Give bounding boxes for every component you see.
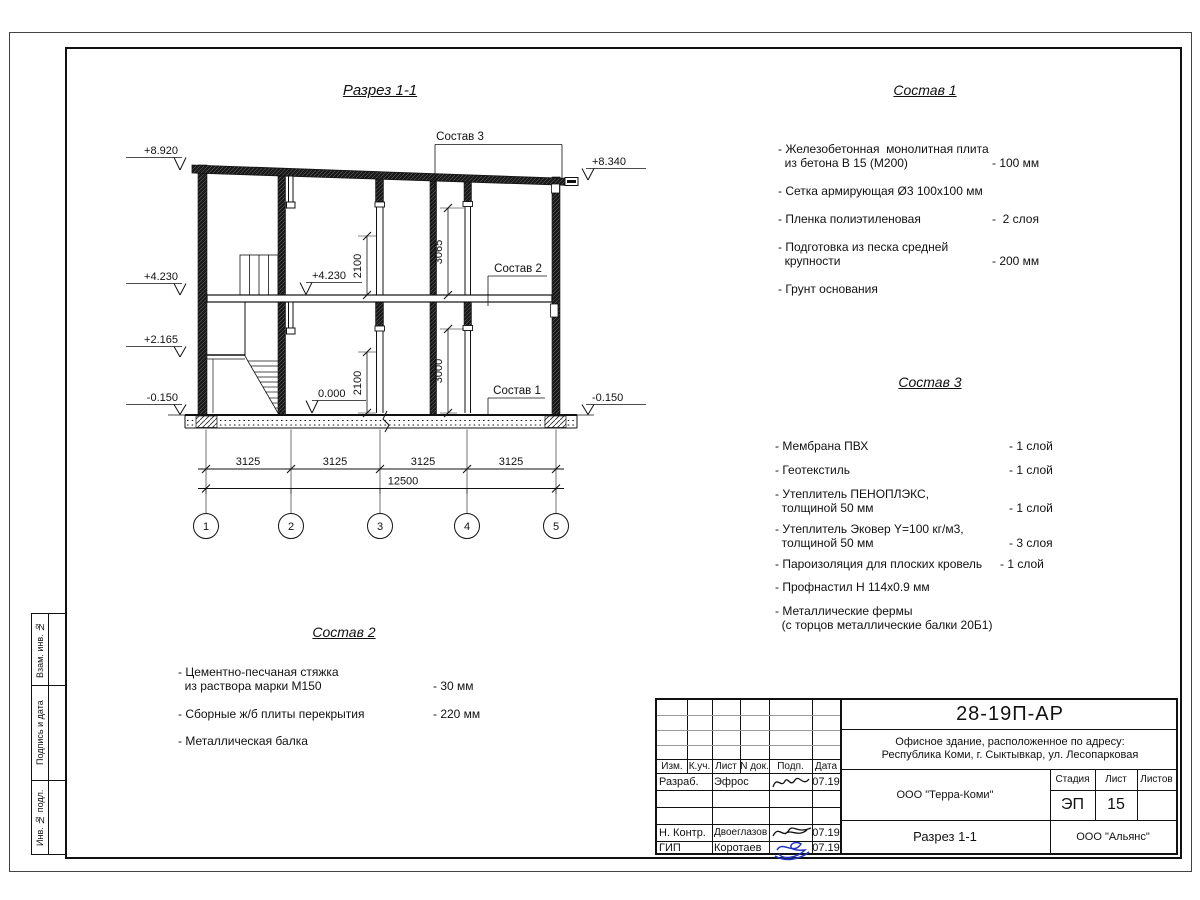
stamp-box-podpis <box>31 685 66 781</box>
stamp-label-vzam: Взам. инв. № <box>35 621 45 678</box>
svg-text:Состав 2: Состав 2 <box>494 263 542 275</box>
tb-org2: ООО "Альянс" <box>1076 830 1150 843</box>
tb-sheet-value: 15 <box>1107 796 1125 813</box>
spec-value: - 1 слой <box>1009 439 1053 453</box>
tb-line <box>712 700 713 853</box>
svg-text:+8.340: +8.340 <box>592 156 626 168</box>
svg-text:12500: 12500 <box>387 475 419 488</box>
spec-item: - Утеплитель ПЕНОПЛЭКС, толщиной 50 мм - 1 слой <box>775 487 1053 515</box>
spec-title-sostav3: Состав 3 <box>898 374 962 390</box>
svg-text:3065: 3065 <box>433 239 445 265</box>
svg-text:3125: 3125 <box>235 456 261 468</box>
spec-item: - Железобетонная монолитная плита из бетона В 15 (М200) - 100 мм <box>778 142 1040 170</box>
spec-list-sostav1 <box>770 82 1080 312</box>
tb-line <box>657 715 840 716</box>
svg-text:Состав 1: Состав 1 <box>493 385 541 397</box>
tb-line <box>657 745 840 746</box>
spec-item: - Сборные ж/б плиты перекрытия - 220 мм <box>178 707 481 721</box>
svg-text:3: 3 <box>376 521 384 533</box>
svg-text:3125: 3125 <box>498 456 524 468</box>
stamp-box-vzam <box>31 613 66 686</box>
spec-item: - Цементно-песчаная стяжка из раствора марки М150 - 30 мм <box>178 665 474 693</box>
svg-text:2100: 2100 <box>352 253 364 279</box>
spec-value: - 3 слоя <box>1009 535 1053 550</box>
signature-razrab <box>770 772 812 792</box>
tb-col-kuch: К.уч. <box>688 760 711 772</box>
svg-text:+2.165: +2.165 <box>144 334 178 346</box>
tb-date: 07.19 <box>812 842 840 854</box>
stamp-box-divider <box>48 614 49 685</box>
elev-0150-left <box>126 405 186 415</box>
spec-value: - 220 мм <box>433 707 481 721</box>
spec-value: - 30 мм <box>433 678 474 693</box>
spec-value: - 100 мм <box>992 155 1040 170</box>
spec-item: - Грунт основания <box>778 282 878 296</box>
tb-line <box>657 730 840 731</box>
spec-item: - Профнастил Н 114х0.9 мм <box>775 580 930 594</box>
svg-text:+4.230: +4.230 <box>312 270 346 282</box>
signature-nkontr-gip <box>769 822 815 862</box>
spec-value: - 1 слой <box>1000 557 1044 571</box>
svg-text:3125: 3125 <box>410 456 436 468</box>
spec-item: - Мембрана ПВХ - 1 слой <box>775 439 1053 453</box>
wall-grid2 <box>278 169 286 415</box>
tb-name-dvoeglazov: Двоеглазов <box>714 827 768 838</box>
spec-value: - 2 слоя <box>992 212 1039 226</box>
tb-role-gip: ГИП <box>659 842 681 854</box>
title-block <box>655 698 1178 855</box>
spec-value: - 200 мм <box>992 253 1040 268</box>
tb-org1: ООО "Терра-Коми" <box>896 788 994 801</box>
elev-4230-mid <box>300 283 362 295</box>
elev-0150-right <box>582 405 646 415</box>
svg-text:+8.920: +8.920 <box>144 145 178 157</box>
stamp-box-divider <box>48 781 49 854</box>
tb-subject: Разрез 1-1 <box>913 829 977 844</box>
spec-item: - Утеплитель Эковер Y=100 кг/м3, толщиной 50 мм - 3 слоя <box>775 522 1053 550</box>
tb-sheets-label: Листов <box>1140 774 1173 785</box>
svg-text:Состав 3: Состав 3 <box>436 131 484 143</box>
spec-list-sostav3 <box>770 374 1090 644</box>
callout-sostav1-leader <box>488 398 545 414</box>
spec-item: - Пароизоляция для плоских кровель - 1 слой <box>775 557 1044 571</box>
svg-text:3125: 3125 <box>322 456 348 468</box>
spec-item: - Металлические фермы (с торцов металлические балки 20Б1) <box>775 604 993 632</box>
tb-sheet-label: Лист <box>1105 774 1127 785</box>
spec-item: - Сетка армирующая Ø3 100х100 мм <box>778 184 983 198</box>
svg-text:+4.230: +4.230 <box>144 271 178 283</box>
svg-text:4: 4 <box>463 521 471 533</box>
elev-2165 <box>126 347 186 358</box>
tb-line <box>657 807 840 808</box>
tb-date: 07.19 <box>812 826 840 839</box>
tb-date: 07.19 <box>812 775 840 788</box>
svg-text:1: 1 <box>202 521 210 533</box>
svg-text:-0.150: -0.150 <box>146 392 178 404</box>
tb-address: Офисное здание, расположенное по адресу: Республика Коми, г. Сыктывкар, ул. Лесопарковая <box>881 736 1139 761</box>
tb-col-podp: Подп. <box>777 760 804 772</box>
elev-4230-left <box>126 284 186 296</box>
tb-col-ndok: N док. <box>740 760 769 772</box>
tb-role-razrab: Разраб. <box>659 775 699 788</box>
interior-dimensions <box>358 204 464 417</box>
svg-text:0.000: 0.000 <box>318 388 346 400</box>
spec-value: - 1 слой <box>1009 500 1053 515</box>
wall-left <box>198 165 207 415</box>
tb-stage-value: ЭП <box>1061 796 1084 813</box>
svg-text:3000: 3000 <box>433 358 445 384</box>
floor-slab <box>207 295 552 302</box>
tb-col-izm: Изм. <box>661 760 683 772</box>
spec-item: - Металлическая балка <box>178 734 308 748</box>
foundation <box>168 411 594 432</box>
door-posts <box>287 176 559 334</box>
tb-sheets-value <box>1137 790 1176 820</box>
elev-8920 <box>126 158 186 171</box>
elev-8340 <box>582 169 646 181</box>
elev-0000 <box>306 401 366 414</box>
tb-name-korotaev: Коротаев <box>714 842 762 854</box>
tb-line <box>657 790 840 791</box>
spec-title-sostav2: Состав 2 <box>312 624 376 640</box>
svg-text:-0.150: -0.150 <box>592 392 624 404</box>
spec-title-sostav1: Состав 1 <box>893 82 957 98</box>
section-title: Разрез 1-1 <box>342 82 418 99</box>
wall-right <box>552 177 560 415</box>
tb-col-data: Дата <box>814 760 838 772</box>
svg-text:2100: 2100 <box>352 370 364 396</box>
tb-col-list: Лист <box>715 760 737 772</box>
svg-text:5: 5 <box>552 521 560 533</box>
staircase <box>207 255 278 413</box>
building-section-drawing <box>100 70 660 570</box>
spec-list-sostav2 <box>172 624 516 764</box>
tb-name-efros: Эфрос <box>714 775 749 788</box>
stamp-box-divider <box>48 686 49 780</box>
tb-stage-label: Стадия <box>1055 774 1090 785</box>
spec-value: - 1 слой <box>1009 463 1053 477</box>
spec-item: - Геотекстиль - 1 слой <box>775 463 1053 477</box>
stamp-label-inv: Инв. № подл. <box>35 789 45 846</box>
stamp-box-inv <box>31 780 66 855</box>
callout-labels <box>436 131 542 397</box>
tb-doc-number: 28-19П-АР <box>956 703 1064 725</box>
tb-role-nkontr: Н. Контр. <box>659 826 706 839</box>
spec-item: - Подготовка из песка средней крупности - 200 мм <box>778 240 1040 268</box>
wall-right-top-insert <box>552 184 560 193</box>
svg-text:2: 2 <box>287 521 295 533</box>
stamp-label-podpis: Подпись и дата <box>35 700 45 766</box>
spec-item: - Пленка полиэтиленовая - 2 слоя <box>778 212 1039 226</box>
